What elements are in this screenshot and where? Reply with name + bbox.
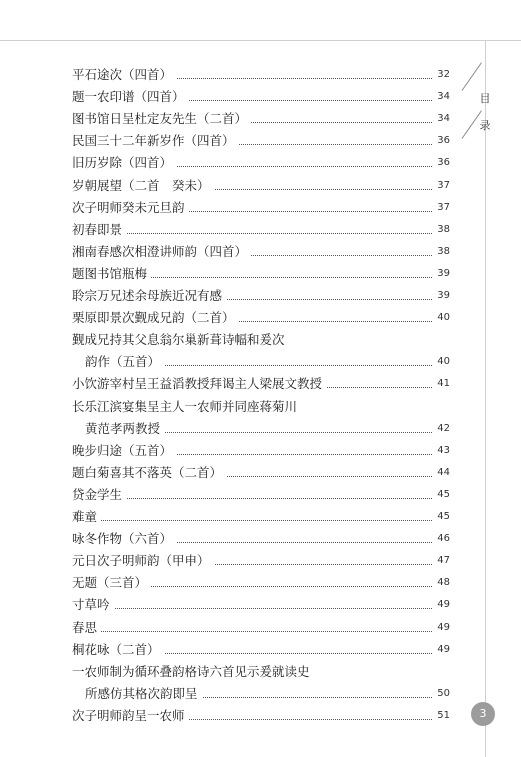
- toc-entry-title: 旧历岁除（四首）: [72, 152, 176, 174]
- toc-entry-title: 元日次子明师韵（甲申）: [72, 550, 214, 572]
- toc-entry-title: 平石途次（四首）: [72, 64, 176, 86]
- toc-entry-title: 次子明师韵呈一农师: [72, 705, 189, 727]
- toc-entry-page: 36: [433, 152, 450, 174]
- toc-entry-title: 难童: [72, 506, 101, 528]
- toc-entry-title: 所感仿其格次韵即呈: [85, 683, 202, 705]
- toc-entry: [72, 130, 450, 152]
- toc-entry: [72, 373, 450, 395]
- toc-entry-title: 岁朝展望（二首 癸未）: [72, 175, 214, 197]
- toc-entry-page: 34: [433, 108, 450, 130]
- toc-entry-page: 49: [433, 617, 450, 639]
- toc-entry: [72, 661, 450, 683]
- toc-entry-title: 图书馆日呈杜定友先生（二首）: [72, 108, 251, 130]
- toc-entry: [72, 329, 450, 351]
- section-label-bottom: 录: [479, 119, 491, 132]
- toc-entry: [72, 64, 450, 86]
- toc-entry-page: 40: [433, 351, 450, 373]
- toc-entry-page: 49: [433, 639, 450, 661]
- toc-entry-page: 44: [433, 462, 450, 484]
- toc-entry-title: 咏冬作物（六首）: [72, 528, 176, 550]
- toc-entry-title: 长乐江滨宴集呈主人一农师并同座蒋菊川: [72, 396, 301, 418]
- toc-entry-title: 聆宗万兄述余母族近况有感: [72, 285, 226, 307]
- toc-entry-title: 小饮游宰村呈王益滔教授拜谒主人梁展文教授: [72, 373, 326, 395]
- toc-entry-page: 50: [433, 683, 450, 705]
- toc-entry: [72, 617, 450, 639]
- toc-entry-page: 32: [433, 64, 450, 86]
- toc-entry: [72, 396, 450, 418]
- toc-entry: [72, 263, 450, 285]
- toc-entry: [72, 705, 450, 727]
- toc-entry-page: 51: [433, 705, 450, 727]
- toc-entry-page: 42: [433, 418, 450, 440]
- dot-leader: [72, 520, 436, 521]
- toc-entry-title: 无题（三首）: [72, 572, 151, 594]
- dot-leader: [72, 608, 436, 609]
- toc-entry-page: 43: [433, 440, 450, 462]
- toc-entry: [72, 175, 450, 197]
- toc-entry-title: 栗原即景次觐成兄韵（二首）: [72, 307, 239, 329]
- toc-entry: [72, 285, 450, 307]
- toc-entry-page: 36: [433, 130, 450, 152]
- toc-entry: [72, 506, 450, 528]
- toc-entry-page: 45: [433, 506, 450, 528]
- toc-entry: [72, 484, 450, 506]
- toc-entry-title: 黄范孝两教授: [85, 418, 164, 440]
- toc-entry-title: 韵作（五首）: [85, 351, 164, 373]
- toc-entry-title: 初春即景: [72, 219, 126, 241]
- toc-entry-title: 题图书馆瓶梅: [72, 263, 151, 285]
- dot-leader: [72, 631, 436, 632]
- toc-entry-page: 37: [433, 175, 450, 197]
- toc-entry: [85, 351, 450, 373]
- toc-entry-page: 39: [433, 285, 450, 307]
- toc-entry: [72, 462, 450, 484]
- toc-entry: [72, 528, 450, 550]
- toc-entry-title: 贷金学生: [72, 484, 126, 506]
- toc-entry: [72, 86, 450, 108]
- dot-leader: [72, 233, 436, 234]
- toc-entry: [72, 572, 450, 594]
- toc-entry-title: 湘南春感次相澄讲师韵（四首）: [72, 241, 251, 263]
- toc-entry-page: 46: [433, 528, 450, 550]
- toc-entry-title: 寸草吟: [72, 594, 114, 616]
- toc-entry-page: 39: [433, 263, 450, 285]
- toc-entry-title: 觐成兄持其父息翁尔巢新葺诗幅和爰次: [72, 329, 289, 351]
- toc-entry: [72, 241, 450, 263]
- toc-entry-page: 38: [433, 219, 450, 241]
- toc-entry: [85, 683, 450, 705]
- toc-entry-page: 49: [433, 594, 450, 616]
- toc-entry-page: 40: [433, 307, 450, 329]
- toc-entry-title: 春思: [72, 617, 101, 639]
- toc-entry-page: 47: [433, 550, 450, 572]
- toc-entry: [72, 108, 450, 130]
- toc-entry: [72, 307, 450, 329]
- toc-entry: [72, 550, 450, 572]
- toc-entry: [72, 219, 450, 241]
- toc-entry-title: 晚步归途（五首）: [72, 440, 176, 462]
- toc-entry-page: 38: [433, 241, 450, 263]
- page-number-badge: 3: [471, 702, 495, 726]
- toc-entry: [72, 639, 450, 661]
- toc-entry: [72, 197, 450, 219]
- toc-entry: [72, 440, 450, 462]
- dot-leader: [72, 498, 436, 499]
- toc-entry-title: 次子明师癸未元旦韵: [72, 197, 189, 219]
- toc-entry-title: 题一农印谱（四首）: [72, 86, 189, 108]
- section-label-top: 目: [479, 92, 491, 105]
- toc-entry-title: 题白菊喜其不落英（二首）: [72, 462, 226, 484]
- toc-entry-title: 桐花咏（二首）: [72, 639, 164, 661]
- toc-entry-page: 48: [433, 572, 450, 594]
- toc-entry-page: 41: [433, 373, 450, 395]
- toc-entry-title: 一农师制为循环叠韵格诗六首见示爰就读史: [72, 661, 314, 683]
- toc-entry: [72, 152, 450, 174]
- toc-entry-title: 民国三十二年新岁作（四首）: [72, 130, 239, 152]
- toc-entry-page: 34: [433, 86, 450, 108]
- toc-entry-page: 37: [433, 197, 450, 219]
- toc-entry-page: 45: [433, 484, 450, 506]
- toc-entry: [85, 418, 450, 440]
- toc-entry: [72, 594, 450, 616]
